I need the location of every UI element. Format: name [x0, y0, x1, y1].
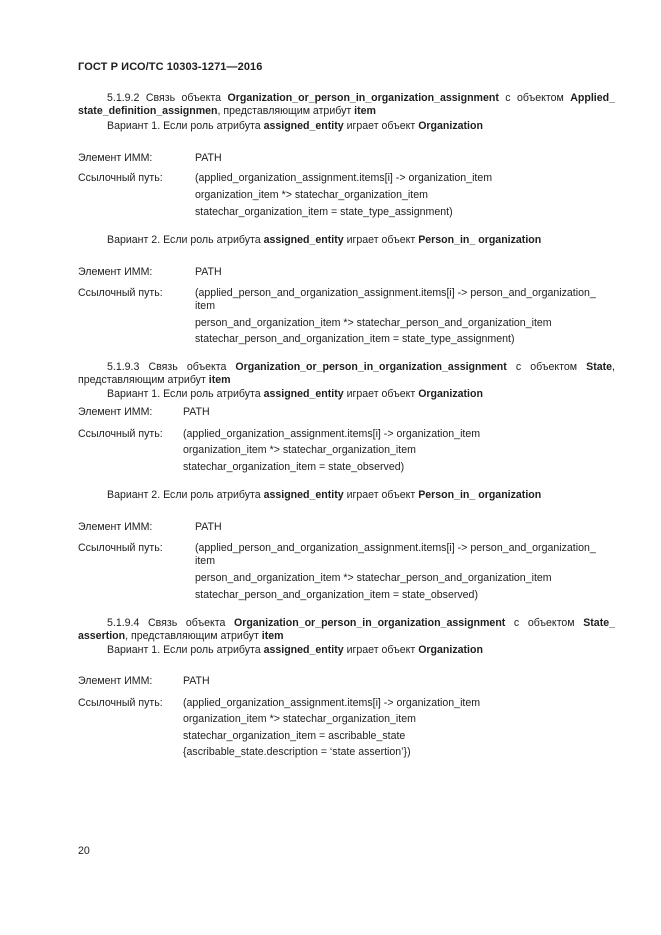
section-5-1-9-2-title-line1: 5.1.9.2 Связь объекта Organization_or_person_in_organization_assignment с объектом Applied_: [107, 92, 615, 104]
reference-path-line: (applied_organization_assignment.items[i] -> organization_item: [195, 172, 493, 184]
reference-path-line: person_and_organization_item *> statechar_person_and_organization_item: [195, 317, 552, 329]
imm-element-label: Элемент ИММ:: [78, 406, 153, 418]
section-5-1-9-3-title-line2: представляющим атрибут item: [78, 374, 231, 386]
reference-path-label: Ссылочный путь:: [78, 542, 163, 554]
section-5-1-9-3-variant1: Вариант 1. Если роль атрибута assigned_entity играет объект Organization: [107, 388, 483, 400]
section-5-1-9-3-variant2: Вариант 2. Если роль атрибута assigned_entity играет объект Person_in_ organization: [107, 489, 542, 501]
reference-path-label: Ссылочный путь:: [78, 697, 163, 709]
reference-path-line: item: [195, 300, 216, 312]
section-5-1-9-4-title-line2: assertion, представляющим атрибут item: [78, 630, 284, 642]
reference-path-line: statechar_person_and_organization_item = state_observed): [195, 589, 478, 601]
imm-element-label: Элемент ИММ:: [78, 152, 153, 164]
reference-path-line: (applied_person_and_organization_assignment.items[i] -> person_and_organization_: [195, 287, 596, 299]
imm-element-value: PATH: [195, 152, 222, 164]
reference-path-line: item: [195, 555, 216, 567]
section-5-1-9-3-title-line1: 5.1.9.3 Связь объекта Organization_or_person_in_organization_assignment с объектом State,: [107, 361, 615, 373]
imm-element-value: PATH: [195, 266, 222, 278]
page-number: 20: [78, 845, 90, 857]
section-5-1-9-2-variant2: Вариант 2. Если роль атрибута assigned_entity играет объект Person_in_ organization: [107, 234, 542, 246]
imm-element-label: Элемент ИММ:: [78, 675, 153, 687]
reference-path-line: organization_item *> statechar_organization_item: [183, 713, 416, 725]
reference-path-label: Ссылочный путь:: [78, 287, 163, 299]
imm-element-value: PATH: [183, 406, 210, 418]
reference-path-label: Ссылочный путь:: [78, 428, 163, 440]
reference-path-line: (applied_organization_assignment.items[i] -> organization_item: [183, 697, 481, 709]
reference-path-line: organization_item *> statechar_organization_item: [195, 189, 428, 201]
imm-element-value: PATH: [195, 521, 222, 533]
section-5-1-9-2-title-line2: state_definition_assignmen, представляющим атрибут item: [78, 105, 376, 117]
reference-path-line: (applied_organization_assignment.items[i] -> organization_item: [183, 428, 481, 440]
reference-path-line: statechar_organization_item = state_observed): [183, 461, 405, 473]
section-5-1-9-4-title-line1: 5.1.9.4 Связь объекта Organization_or_person_in_organization_assignment с объектом State_: [107, 617, 615, 629]
reference-path-line: statechar_person_and_organization_item = state_type_assignment): [195, 333, 515, 345]
imm-element-value: PATH: [183, 675, 210, 687]
section-5-1-9-4-variant1: Вариант 1. Если роль атрибута assigned_entity играет объект Organization: [107, 644, 483, 656]
imm-element-label: Элемент ИММ:: [78, 266, 153, 278]
reference-path-line: (applied_person_and_organization_assignment.items[i] -> person_and_organization_: [195, 542, 596, 554]
reference-path-line: statechar_organization_item = state_type_assignment): [195, 206, 453, 218]
reference-path-line: organization_item *> statechar_organization_item: [183, 444, 416, 456]
section-5-1-9-2-variant1: Вариант 1. Если роль атрибута assigned_entity играет объект Organization: [107, 120, 483, 132]
reference-path-line: statechar_organization_item = ascribable_state: [183, 730, 406, 742]
imm-element-label: Элемент ИММ:: [78, 521, 153, 533]
reference-path-line: person_and_organization_item *> statechar_person_and_organization_item: [195, 572, 552, 584]
reference-path-label: Ссылочный путь:: [78, 172, 163, 184]
document-header: ГОСТ Р ИСО/ТС 10303-1271—2016: [78, 61, 263, 73]
reference-path-line: {ascribable_state.description = ‘state assertion’}): [183, 746, 411, 758]
